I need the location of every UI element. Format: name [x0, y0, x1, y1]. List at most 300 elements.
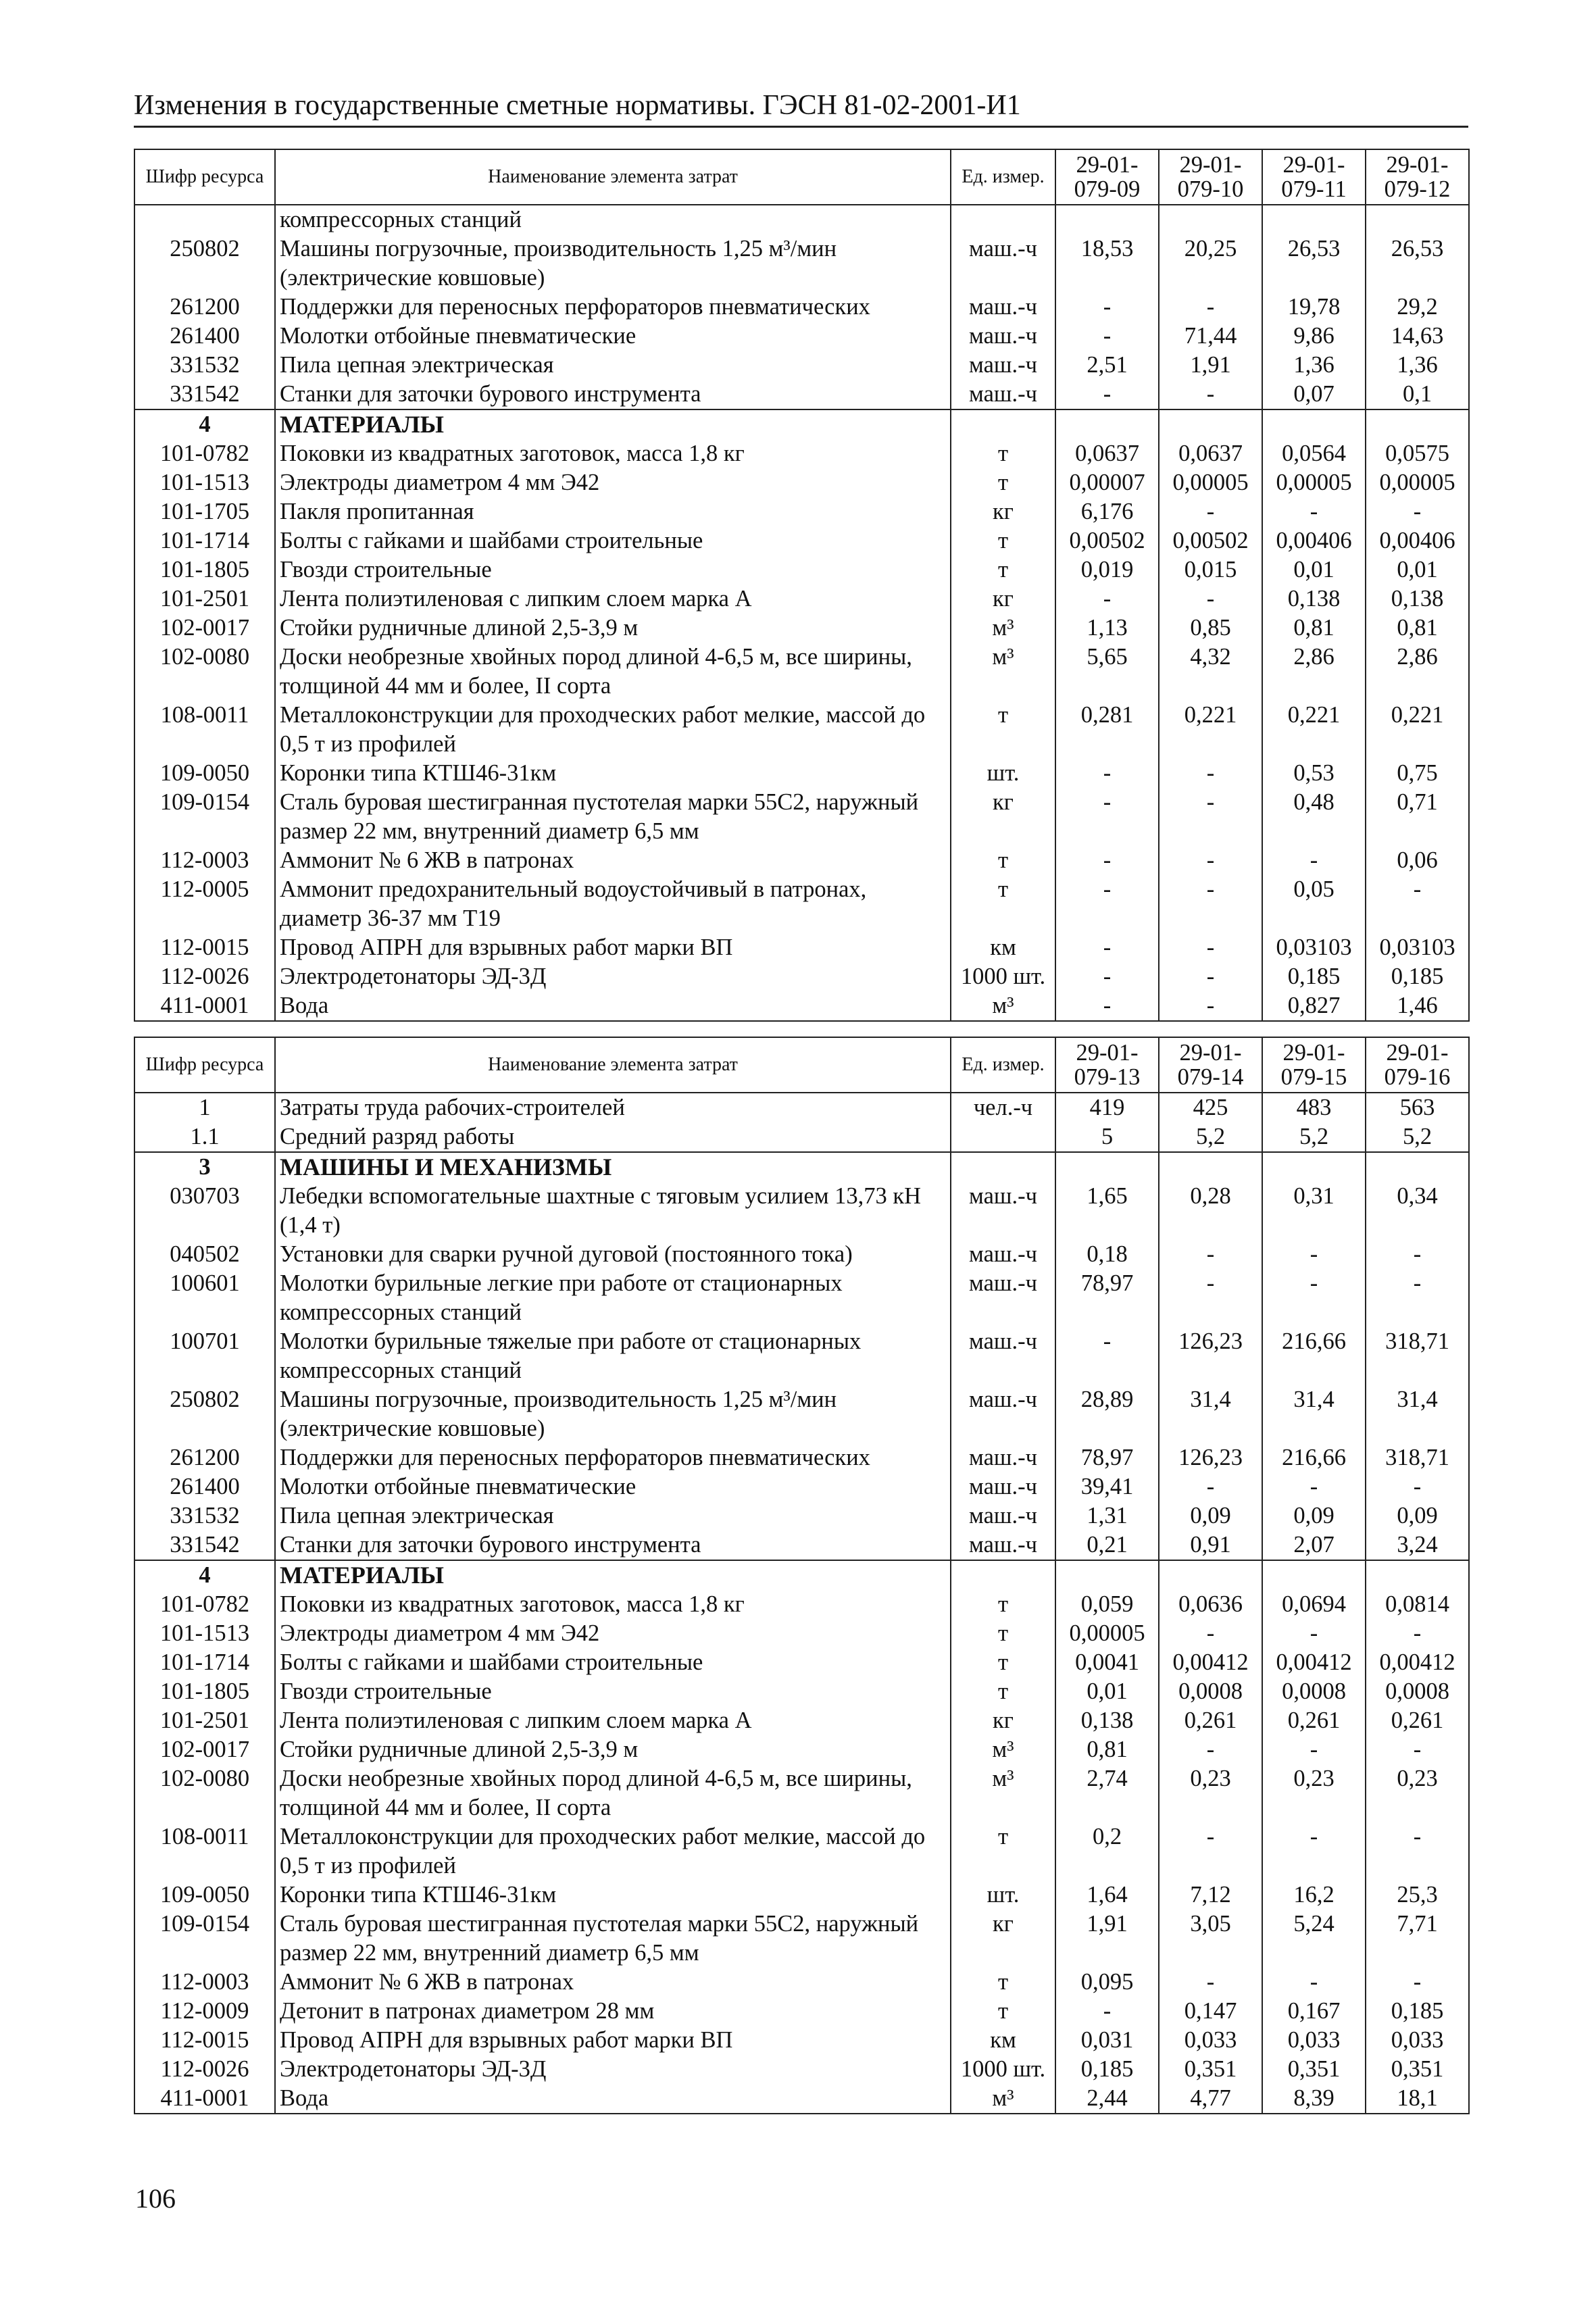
- col-header-norm: 29-01-079-12: [1366, 149, 1469, 205]
- unit-of-measure: м³: [951, 1764, 1055, 1822]
- norm-value: 425: [1159, 1093, 1262, 1122]
- norm-value: 5,65: [1055, 643, 1159, 701]
- col-header-norm: 29-01-079-09: [1055, 149, 1159, 205]
- resource-code: 4: [134, 409, 275, 439]
- norm-value: 78,97: [1055, 1443, 1159, 1472]
- unit-of-measure: маш.-ч: [951, 1327, 1055, 1385]
- norm-value: -: [1055, 991, 1159, 1021]
- norm-value: 0,01: [1262, 555, 1366, 584]
- unit-of-measure: м³: [951, 614, 1055, 643]
- resource-code: 112-0005: [134, 875, 275, 933]
- table-row: [134, 643, 1469, 701]
- resource-name: Электродетонаторы ЭД-3Д: [275, 2055, 951, 2084]
- norm-value: 0,221: [1262, 701, 1366, 759]
- norm-value: 5,24: [1262, 1910, 1366, 1968]
- norm-value: 39,41: [1055, 1472, 1159, 1501]
- norm-value: [1159, 1560, 1262, 1590]
- norm-value: 1,91: [1055, 1910, 1159, 1968]
- norm-value: 1,36: [1366, 351, 1469, 380]
- norm-value: 1,64: [1055, 1881, 1159, 1910]
- table-row: [134, 614, 1469, 643]
- resource-name: Лента полиэтиленовая с липким слоем марка А: [275, 1706, 951, 1735]
- resource-code: 112-0026: [134, 962, 275, 991]
- norm-value: -: [1262, 1968, 1366, 1997]
- table-row: [134, 1501, 1469, 1530]
- table-row: [134, 759, 1469, 788]
- resource-name: Металлоконструкции для проходческих работ мелкие, массой до 0,5 т из профилей: [275, 1822, 951, 1881]
- norm-value: -: [1159, 1968, 1262, 1997]
- resource-code: 109-0154: [134, 788, 275, 846]
- norm-value: 0,18: [1055, 1240, 1159, 1269]
- norm-value: 0,138: [1262, 584, 1366, 614]
- resource-name: Сталь буровая шестигранная пустотелая марки 55С2, наружный размер 22 мм, внутренний диаметр 6,5 мм: [275, 788, 951, 846]
- norm-value: 2,74: [1055, 1764, 1159, 1822]
- resource-name: Электроды диаметром 4 мм Э42: [275, 468, 951, 497]
- table-row: [134, 1619, 1469, 1648]
- unit-of-measure: маш.-ч: [951, 1269, 1055, 1327]
- resource-code: 261200: [134, 1443, 275, 1472]
- norm-value: 0,00406: [1262, 526, 1366, 555]
- norm-value: 3,24: [1366, 1530, 1469, 1560]
- norm-value: -: [1159, 875, 1262, 933]
- norm-value: 0,0041: [1055, 1648, 1159, 1677]
- table-row: [134, 933, 1469, 962]
- norm-value: 0,138: [1366, 584, 1469, 614]
- norm-value: 0,1: [1366, 380, 1469, 409]
- norm-value: -: [1262, 1240, 1366, 1269]
- unit-of-measure: шт.: [951, 1881, 1055, 1910]
- col-header-norm: 29-01-079-10: [1159, 149, 1262, 205]
- norm-value: [1366, 409, 1469, 439]
- norm-value: 0,09: [1159, 1501, 1262, 1530]
- resource-name: Гвозди строительные: [275, 1677, 951, 1706]
- resource-code: 030703: [134, 1182, 275, 1240]
- norm-value: 0,185: [1262, 962, 1366, 991]
- table-row: [134, 351, 1469, 380]
- norm-value: 29,2: [1366, 293, 1469, 322]
- norm-value: 0,185: [1366, 962, 1469, 991]
- norm-value: 7,71: [1366, 1910, 1469, 1968]
- norm-value: [1055, 1152, 1159, 1182]
- norm-value: 0,01: [1055, 1677, 1159, 1706]
- norm-value: 0,221: [1366, 701, 1469, 759]
- unit-of-measure: т: [951, 1997, 1055, 2026]
- resource-name: Лебедки вспомогательные шахтные с тяговым усилием 13,73 кН (1,4 т): [275, 1182, 951, 1240]
- unit-of-measure: т: [951, 1677, 1055, 1706]
- resource-name: Установки для сварки ручной дуговой (постоянного тока): [275, 1240, 951, 1269]
- table-row: [134, 1881, 1469, 1910]
- resource-code: 108-0011: [134, 701, 275, 759]
- table-row: [134, 1443, 1469, 1472]
- table-row: [134, 468, 1469, 497]
- norm-value: 0,05: [1262, 875, 1366, 933]
- table-row: [134, 1269, 1469, 1327]
- norm-value: 5,2: [1262, 1122, 1366, 1152]
- unit-of-measure: 1000 шт.: [951, 2055, 1055, 2084]
- resource-code: 102-0017: [134, 1735, 275, 1764]
- unit-of-measure: кг: [951, 1706, 1055, 1735]
- norm-value: 5,2: [1366, 1122, 1469, 1152]
- norm-value: 419: [1055, 1093, 1159, 1122]
- unit-of-measure: т: [951, 1822, 1055, 1881]
- resource-name: Средний разряд работы: [275, 1122, 951, 1152]
- resource-code: 101-0782: [134, 439, 275, 468]
- norm-value: 0,0564: [1262, 439, 1366, 468]
- norm-value: 0,75: [1366, 759, 1469, 788]
- norm-value: -: [1159, 991, 1262, 1021]
- norm-value: 5: [1055, 1122, 1159, 1152]
- resource-name: Поддержки для переносных перфораторов пневматических: [275, 1443, 951, 1472]
- norm-value: 0,0637: [1055, 439, 1159, 468]
- norm-value: -: [1366, 1240, 1469, 1269]
- resource-code: 112-0009: [134, 1997, 275, 2026]
- norm-value: 0,281: [1055, 701, 1159, 759]
- norm-value: 0,185: [1055, 2055, 1159, 2084]
- unit-of-measure: т: [951, 1619, 1055, 1648]
- unit-of-measure: км: [951, 2026, 1055, 2055]
- norm-value: 25,3: [1366, 1881, 1469, 1910]
- resource-code: 101-0782: [134, 1590, 275, 1619]
- table-row: [134, 1590, 1469, 1619]
- norm-value: -: [1055, 962, 1159, 991]
- page-header: Изменения в государственные сметные нормативы. ГЭСН 81-02-2001-И1: [134, 86, 1468, 128]
- norm-value: 20,25: [1159, 234, 1262, 293]
- resource-name: Аммонит № 6 ЖВ в патронах: [275, 846, 951, 875]
- resource-name: Гвозди строительные: [275, 555, 951, 584]
- norm-value: 0,351: [1366, 2055, 1469, 2084]
- norm-value: 0,351: [1262, 2055, 1366, 2084]
- norm-value: 4,77: [1159, 2084, 1262, 2114]
- resource-name: Доски необрезные хвойных пород длиной 4-6,5 м, все ширины, толщиной 44 мм и более, II сорта: [275, 643, 951, 701]
- norm-value: -: [1366, 875, 1469, 933]
- norm-value: -: [1262, 1472, 1366, 1501]
- norm-value: [1159, 409, 1262, 439]
- norm-value: -: [1159, 1735, 1262, 1764]
- norm-value: 0,185: [1366, 1997, 1469, 2026]
- resource-code: 250802: [134, 1385, 275, 1443]
- norm-value: [1262, 409, 1366, 439]
- norm-value: 0,261: [1262, 1706, 1366, 1735]
- resource-code: 331542: [134, 380, 275, 409]
- norm-value: 0,00005: [1366, 468, 1469, 497]
- table-row: [134, 1122, 1469, 1152]
- norm-value: 0,2: [1055, 1822, 1159, 1881]
- table-row: [134, 584, 1469, 614]
- norm-value: 0,033: [1262, 2026, 1366, 2055]
- table-row: [134, 1677, 1469, 1706]
- resource-name: Вода: [275, 991, 951, 1021]
- norm-value: 1,65: [1055, 1182, 1159, 1240]
- norm-value: 0,00406: [1366, 526, 1469, 555]
- norm-value: -: [1055, 380, 1159, 409]
- section-row: [134, 409, 1469, 439]
- norm-value: -: [1055, 846, 1159, 875]
- resource-name: Стойки рудничные длиной 2,5-3,9 м: [275, 1735, 951, 1764]
- norm-value: -: [1366, 1822, 1469, 1881]
- norm-value: 0,23: [1262, 1764, 1366, 1822]
- resource-name: Поковки из квадратных заготовок, масса 1,8 кг: [275, 439, 951, 468]
- resource-name: Молотки бурильные тяжелые при работе от стационарных компрессорных станций: [275, 1327, 951, 1385]
- table-row: [134, 234, 1469, 293]
- resource-name: компрессорных станций: [275, 205, 951, 234]
- norm-value: 0,06: [1366, 846, 1469, 875]
- norm-value: 19,78: [1262, 293, 1366, 322]
- resource-name: Молотки отбойные пневматические: [275, 1472, 951, 1501]
- norm-value: -: [1055, 759, 1159, 788]
- resource-code: 101-2501: [134, 584, 275, 614]
- col-header-norm: 29-01-079-16: [1366, 1037, 1469, 1093]
- norm-value: 7,12: [1159, 1881, 1262, 1910]
- resource-name: МАТЕРИАЛЫ: [275, 409, 951, 439]
- resource-code: 411-0001: [134, 991, 275, 1021]
- norm-value: 0,0008: [1262, 1677, 1366, 1706]
- resource-table-1: [134, 149, 1470, 1022]
- resource-name: Сталь буровая шестигранная пустотелая марки 55С2, наружный размер 22 мм, внутренний диаметр 6,5 мм: [275, 1910, 951, 1968]
- norm-value: 0,261: [1159, 1706, 1262, 1735]
- resource-code: 101-1805: [134, 555, 275, 584]
- unit-of-measure: т: [951, 875, 1055, 933]
- unit-of-measure: кг: [951, 584, 1055, 614]
- unit-of-measure: кг: [951, 497, 1055, 526]
- norm-value: -: [1366, 1968, 1469, 1997]
- norm-value: [1055, 409, 1159, 439]
- norm-value: -: [1055, 875, 1159, 933]
- norm-value: 0,34: [1366, 1182, 1469, 1240]
- table-row: [134, 322, 1469, 351]
- unit-of-measure: т: [951, 1648, 1055, 1677]
- norm-value: -: [1262, 497, 1366, 526]
- resource-name: Пила цепная электрическая: [275, 1501, 951, 1530]
- norm-value: -: [1159, 1472, 1262, 1501]
- norm-value: 0,09: [1262, 1501, 1366, 1530]
- norm-value: [1262, 1560, 1366, 1590]
- table-row: [134, 526, 1469, 555]
- unit-of-measure: м³: [951, 991, 1055, 1021]
- resource-name: Провод АПРН для взрывных работ марки ВП: [275, 2026, 951, 2055]
- resource-name: Детонит в патронах диаметром 28 мм: [275, 1997, 951, 2026]
- norm-value: 31,4: [1366, 1385, 1469, 1443]
- resource-code: 3: [134, 1152, 275, 1182]
- norm-value: 318,71: [1366, 1327, 1469, 1385]
- resource-name: Электродетонаторы ЭД-3Д: [275, 962, 951, 991]
- resource-code: 101-2501: [134, 1706, 275, 1735]
- resource-code: 101-1513: [134, 1619, 275, 1648]
- unit-of-measure: т: [951, 439, 1055, 468]
- col-header-unit: Ед. измер.: [951, 1037, 1055, 1093]
- norm-value: 1,46: [1366, 991, 1469, 1021]
- unit-of-measure: маш.-ч: [951, 351, 1055, 380]
- norm-value: -: [1159, 933, 1262, 962]
- col-header-norm: 29-01-079-15: [1262, 1037, 1366, 1093]
- col-header-unit: Ед. измер.: [951, 149, 1055, 205]
- norm-value: 0,71: [1366, 788, 1469, 846]
- resource-code: 109-0050: [134, 759, 275, 788]
- resource-name: Вода: [275, 2084, 951, 2114]
- table-row: [134, 875, 1469, 933]
- table-row: [134, 991, 1469, 1021]
- unit-of-measure: маш.-ч: [951, 322, 1055, 351]
- table-row: [134, 962, 1469, 991]
- page-number: 106: [135, 2183, 176, 2214]
- col-header-code: Шифр ресурса: [134, 1037, 275, 1093]
- norm-value: [1366, 1560, 1469, 1590]
- resource-name: Машины погрузочные, производительность 1,25 м³/мин (электрические ковшовые): [275, 234, 951, 293]
- norm-value: 0,09: [1366, 1501, 1469, 1530]
- norm-value: 0,019: [1055, 555, 1159, 584]
- table-row: [134, 1530, 1469, 1560]
- resource-code: 261400: [134, 322, 275, 351]
- table-row: [134, 1910, 1469, 1968]
- norm-value: -: [1262, 1735, 1366, 1764]
- resource-code: 108-0011: [134, 1822, 275, 1881]
- norm-value: -: [1055, 322, 1159, 351]
- norm-value: 0,01: [1366, 555, 1469, 584]
- resource-name: Доски необрезные хвойных пород длиной 4-6,5 м, все ширины, толщиной 44 мм и более, II сорта: [275, 1764, 951, 1822]
- table-row: [134, 439, 1469, 468]
- unit-of-measure: т: [951, 1968, 1055, 1997]
- norm-value: 0,033: [1366, 2026, 1469, 2055]
- resource-code: 040502: [134, 1240, 275, 1269]
- unit-of-measure: км: [951, 933, 1055, 962]
- col-header-code: Шифр ресурса: [134, 149, 275, 205]
- norm-value: -: [1262, 1269, 1366, 1327]
- norm-value: -: [1262, 846, 1366, 875]
- norm-value: 0,00502: [1159, 526, 1262, 555]
- norm-value: 18,1: [1366, 2084, 1469, 2114]
- norm-value: 0,53: [1262, 759, 1366, 788]
- norm-value: 28,89: [1055, 1385, 1159, 1443]
- norm-value: -: [1366, 1619, 1469, 1648]
- norm-value: -: [1159, 788, 1262, 846]
- resource-name: Стойки рудничные длиной 2,5-3,9 м: [275, 614, 951, 643]
- norm-value: 0,91: [1159, 1530, 1262, 1560]
- table-row: [134, 1093, 1469, 1122]
- unit-of-measure: т: [951, 526, 1055, 555]
- unit-of-measure: маш.-ч: [951, 1240, 1055, 1269]
- resource-name: Аммонит № 6 ЖВ в патронах: [275, 1968, 951, 1997]
- resource-name: Молотки отбойные пневматические: [275, 322, 951, 351]
- resource-table-2: [134, 1037, 1470, 2114]
- norm-value: 0,0575: [1366, 439, 1469, 468]
- norm-value: 78,97: [1055, 1269, 1159, 1327]
- norm-value: 4,32: [1159, 643, 1262, 701]
- norm-value: 71,44: [1159, 322, 1262, 351]
- norm-value: 0,85: [1159, 614, 1262, 643]
- norm-value: -: [1366, 1472, 1469, 1501]
- norm-value: 0,23: [1159, 1764, 1262, 1822]
- resource-code: 102-0017: [134, 614, 275, 643]
- resource-name: Станки для заточки бурового инструмента: [275, 1530, 951, 1560]
- norm-value: 2,07: [1262, 1530, 1366, 1560]
- col-header-name: Наименование элемента затрат: [275, 1037, 951, 1093]
- unit-of-measure: маш.-ч: [951, 234, 1055, 293]
- unit-of-measure: маш.-ч: [951, 293, 1055, 322]
- table-row: [134, 1968, 1469, 1997]
- unit-of-measure: м³: [951, 1735, 1055, 1764]
- unit-of-measure: [951, 1560, 1055, 1590]
- norm-value: 0,28: [1159, 1182, 1262, 1240]
- unit-of-measure: [951, 1152, 1055, 1182]
- table-row: [134, 1764, 1469, 1822]
- norm-value: [1159, 205, 1262, 234]
- norm-value: 0,03103: [1366, 933, 1469, 962]
- resource-name: Провод АПРН для взрывных работ марки ВП: [275, 933, 951, 962]
- unit-of-measure: т: [951, 555, 1055, 584]
- norm-value: 0,00412: [1159, 1648, 1262, 1677]
- resource-code: 250802: [134, 234, 275, 293]
- norm-value: 216,66: [1262, 1327, 1366, 1385]
- norm-value: -: [1159, 1822, 1262, 1881]
- table-row: [134, 2055, 1469, 2084]
- norm-value: 318,71: [1366, 1443, 1469, 1472]
- norm-value: 26,53: [1262, 234, 1366, 293]
- table-row: [134, 846, 1469, 875]
- resource-code: 112-0026: [134, 2055, 275, 2084]
- norm-value: 0,0694: [1262, 1590, 1366, 1619]
- resource-name: Коронки типа КТШ46-31км: [275, 1881, 951, 1910]
- norm-value: 0,147: [1159, 1997, 1262, 2026]
- resource-code: 101-1714: [134, 1648, 275, 1677]
- unit-of-measure: 1000 шт.: [951, 962, 1055, 991]
- unit-of-measure: м³: [951, 643, 1055, 701]
- norm-value: 0,23: [1366, 1764, 1469, 1822]
- resource-code: 112-0015: [134, 2026, 275, 2055]
- col-header-norm: 29-01-079-11: [1262, 149, 1366, 205]
- norm-value: -: [1055, 788, 1159, 846]
- resource-code: 331542: [134, 1530, 275, 1560]
- norm-value: -: [1055, 933, 1159, 962]
- table-row: [134, 293, 1469, 322]
- table-row: [134, 701, 1469, 759]
- resource-name: Аммонит предохранительный водоустойчивый в патронах, диаметр 36-37 мм Т19: [275, 875, 951, 933]
- col-header-norm: 29-01-079-13: [1055, 1037, 1159, 1093]
- resource-code: 1.1: [134, 1122, 275, 1152]
- norm-value: -: [1159, 1240, 1262, 1269]
- norm-value: 216,66: [1262, 1443, 1366, 1472]
- norm-value: 0,00007: [1055, 468, 1159, 497]
- table-row: [134, 1822, 1469, 1881]
- norm-value: 2,44: [1055, 2084, 1159, 2114]
- norm-value: 14,63: [1366, 322, 1469, 351]
- resource-code: 100601: [134, 1269, 275, 1327]
- resource-name: Электроды диаметром 4 мм Э42: [275, 1619, 951, 1648]
- norm-value: 563: [1366, 1093, 1469, 1122]
- resource-code: 261400: [134, 1472, 275, 1501]
- resource-name: МАШИНЫ И МЕХАНИЗМЫ: [275, 1152, 951, 1182]
- norm-value: 0,00005: [1159, 468, 1262, 497]
- norm-value: 0,00502: [1055, 526, 1159, 555]
- resource-code: 112-0015: [134, 933, 275, 962]
- norm-value: -: [1159, 497, 1262, 526]
- norm-value: 483: [1262, 1093, 1366, 1122]
- norm-value: 0,351: [1159, 2055, 1262, 2084]
- norm-value: 0,059: [1055, 1590, 1159, 1619]
- norm-value: 18,53: [1055, 234, 1159, 293]
- norm-value: [1366, 205, 1469, 234]
- resource-name: Молотки бурильные легкие при работе от стационарных компрессорных станций: [275, 1269, 951, 1327]
- unit-of-measure: т: [951, 846, 1055, 875]
- norm-value: 0,221: [1159, 701, 1262, 759]
- norm-value: 0,21: [1055, 1530, 1159, 1560]
- norm-value: 6,176: [1055, 497, 1159, 526]
- resource-code: 109-0154: [134, 1910, 275, 1968]
- norm-value: 1,36: [1262, 351, 1366, 380]
- norm-value: -: [1262, 1822, 1366, 1881]
- resource-code: 101-1714: [134, 526, 275, 555]
- norm-value: [1366, 1152, 1469, 1182]
- resource-name: Лента полиэтиленовая с липким слоем марка А: [275, 584, 951, 614]
- table-row: [134, 1735, 1469, 1764]
